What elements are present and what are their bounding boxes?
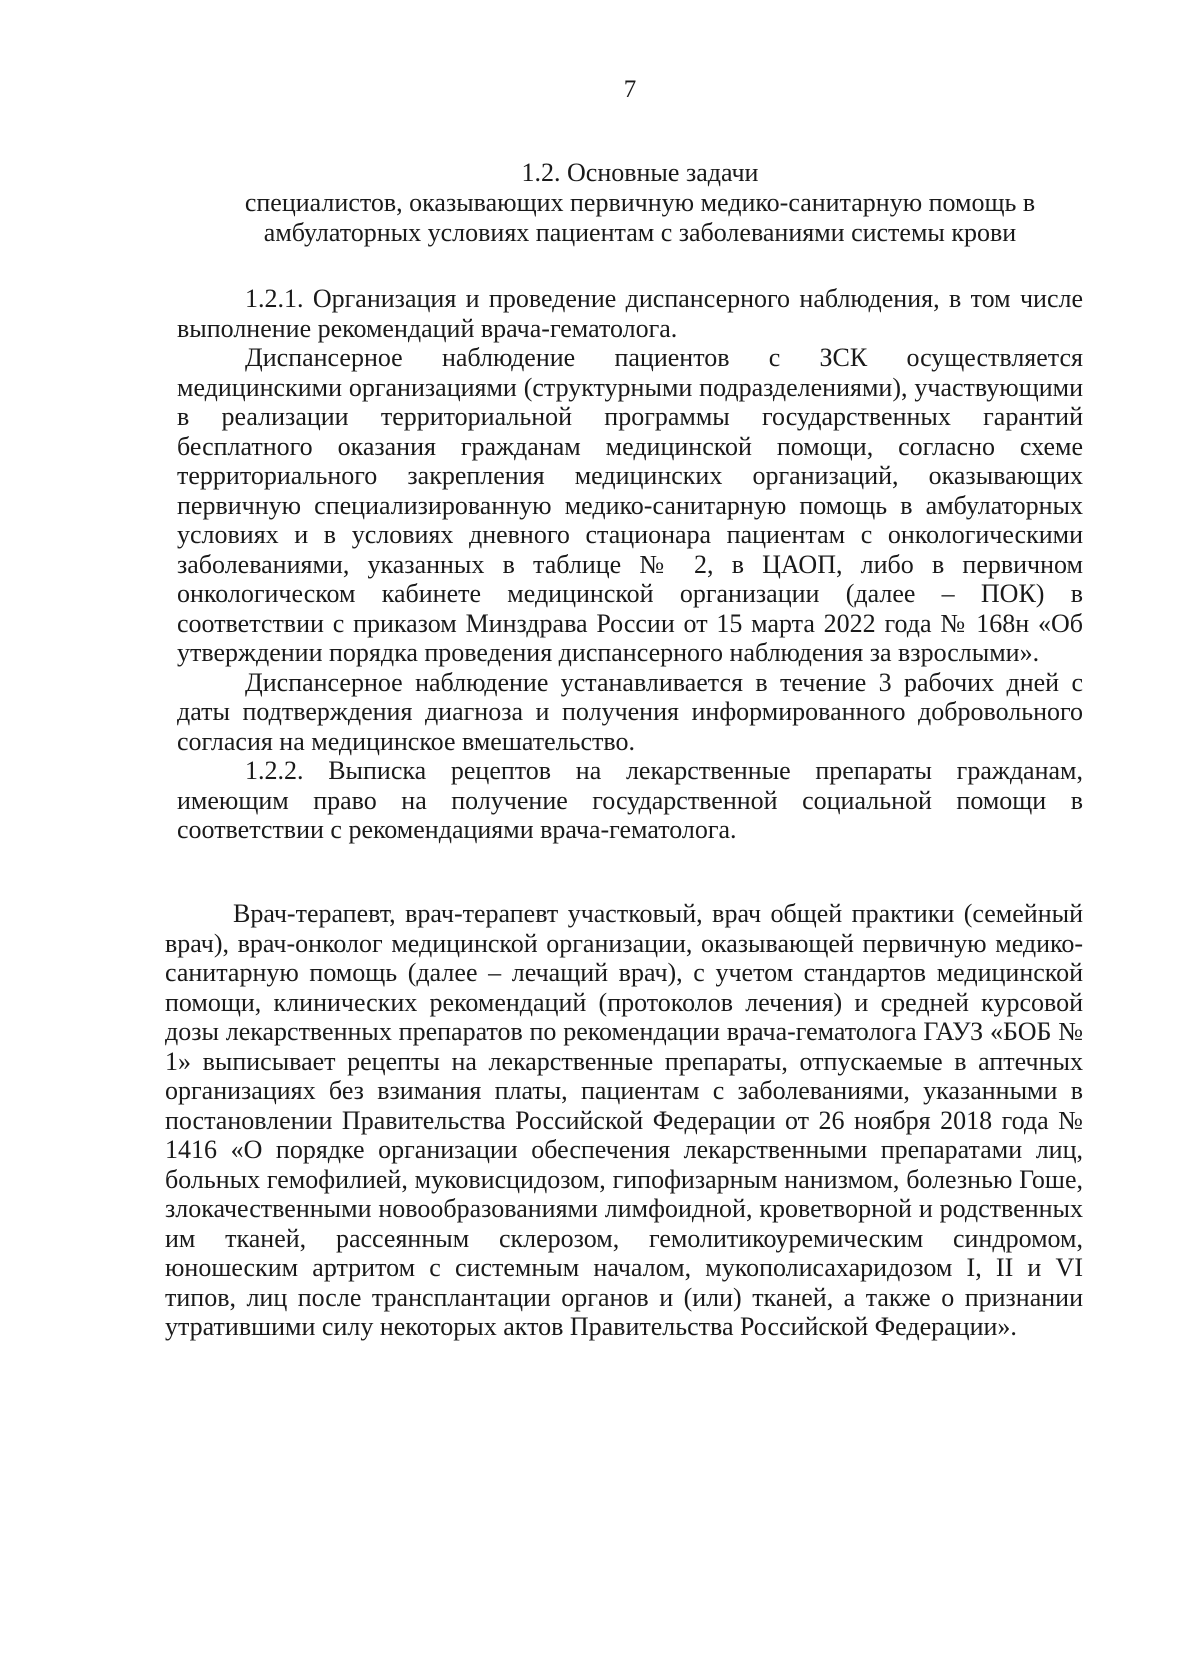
paragraph-dispensary-observation: Диспансерное наблюдение пациентов с ЗСК осуществляется медицинскими организациями (структурными подразделениями), участвующими в реализации территориальной программы государственных гарантий бесплатного оказания гражданам медицинской помощи, согласно схеме территориального закрепления медицинских организаций, оказывающих первичную специализированную медико-санитарную помощь в амбулаторных условиях и в условиях дневного стационара пациентам с онкологическими заболеваниями, указанных в таблице № 2, в ЦАОП, либо в первичном онкологическом кабинете медицинской организации (далее – ПОК) в соответствии с приказом Минздрава России от 15 марта 2022 года № 168н «Об утверждении порядка проведения диспансерного наблюдения за взрослыми». (177, 343, 1083, 667)
section-heading (190, 158, 1090, 248)
section-heading-line: 1.2. Основные задачи (521, 158, 759, 187)
section-heading-line: специалистов, оказывающих первичную медико-санитарную помощь в (244, 188, 1036, 217)
paragraph-prescriptions: Врач-терапевт, врач-терапевт участковый, врач общей практики (семейный врач), врач-онколог медицинской организации, оказывающей первичную медико-санитарную помощь (далее – лечащий врач), с учетом стандартов медицинской помощи, клинических рекомендаций (протоколов лечения) и средней курсовой дозы лекарственных препаратов по рекомендации врача-гематолога ГАУЗ «БОБ № 1» выписывает рецепты на лекарственные препараты, отпускаемые в аптечных организациях без взимания платы, пациентам с заболеваниями, указанными в постановлении Правительства Российской Федерации от 26 ноября 2018 года № 1416 «О порядке организации обеспечения лекарственными препаратами лиц, больных гемофилией, муковисцидозом, гипофизарным нанизмом, болезнью Гоше, злокачественными новообразованиями лимфоидной, кроветворной и родственных им тканей, рассеянным склерозом, гемолитикоуремическим синдромом, юношеским артритом с системным началом, мукополисахаридозом I, II и VI типов, лиц после трансплантации органов и (или) тканей, а также о признании утратившими силу некоторых актов Правительства Российской Федерации». (165, 899, 1083, 1341)
section-heading-line: амбулаторных условиях пациентам с заболеваниями системы крови (263, 218, 1017, 247)
body-text-block (177, 284, 1083, 845)
paragraph-1-2-1: 1.2.1. Организация и проведение диспансерного наблюдения, в том числе выполнение рекомендаций врача-гематолога. (177, 284, 1083, 343)
paragraph-1-2-2: 1.2.2. Выписка рецептов на лекарственные препараты гражданам, имеющим право на получение государственной социальной помощи в соответствии с рекомендациями врача-гематолога. (177, 756, 1083, 844)
body-text-block (165, 899, 1083, 1342)
paragraph-dispensary-timing: Диспансерное наблюдение устанавливается в течение 3 рабочих дней с даты подтверждения диагноза и получения информированного добровольного согласия на медицинское вмешательство. (177, 667, 1083, 756)
page-number: 7 (623, 76, 637, 103)
